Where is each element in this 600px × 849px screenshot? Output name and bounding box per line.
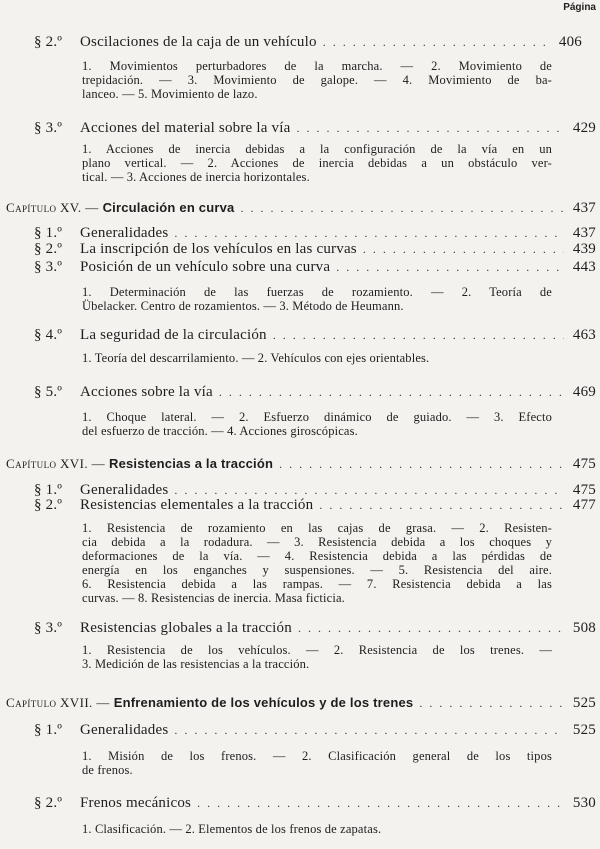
leader-dots <box>174 483 564 498</box>
section-number: § 2.º <box>34 497 63 513</box>
page-number: 475 <box>572 482 596 498</box>
section-title: Resistencias globales a la tracción <box>80 620 292 636</box>
section-title: La seguridad de la circulación <box>80 327 267 343</box>
chapter-label: Capítulo XVII. — <box>6 695 110 710</box>
description-line: 1. Choque lateral. — 2. Esfuerzo dinámico de guiado. — 3. Efecto <box>82 410 552 424</box>
description-line: 1. Resistencia de rozamiento en las cajas de grasa. — 2. Resisten- <box>82 521 552 535</box>
section-number: § 2.º <box>34 34 63 50</box>
leader-dots <box>419 696 564 711</box>
page-number: 406 <box>558 34 582 50</box>
section-description <box>82 749 552 777</box>
description-line: Übelacker. Centro de rozamientos. — 3. Método de Heumann. <box>82 299 404 313</box>
toc-entry <box>34 327 596 344</box>
leader-dots <box>240 201 564 216</box>
section-number: § 2.º <box>34 795 63 811</box>
page-number: 437 <box>572 200 596 216</box>
chapter-heading <box>6 456 596 473</box>
section-description <box>82 285 552 313</box>
description-line: trepidación. — 3. Movimiento de galope. — 4. Movimiento de ba- <box>82 73 552 87</box>
section-number: § 3.º <box>34 259 63 275</box>
toc-entry <box>34 120 596 137</box>
section-description <box>82 59 552 101</box>
description-line: 1. Determinación de las fuerzas de rozamiento. — 2. Teoría de <box>82 285 552 299</box>
section-description <box>82 822 552 836</box>
page-number: 530 <box>572 795 596 811</box>
leader-dots <box>197 796 564 811</box>
section-number: § 5.º <box>34 384 63 400</box>
toc-entry <box>34 620 596 637</box>
section-description <box>82 410 552 438</box>
description-line: cia debida a la rodadura. — 3. Resistencia debida a los choques y <box>82 535 552 549</box>
description-line: 1. Misión de los frenos. — 2. Clasificación general de los tipos <box>82 749 552 763</box>
toc-entry <box>34 384 596 401</box>
chapter-heading <box>6 200 596 217</box>
section-title: Generalidades <box>80 482 169 498</box>
section-description <box>82 643 552 671</box>
section-title: Generalidades <box>80 722 169 738</box>
leader-dots <box>273 328 564 343</box>
leader-dots <box>323 35 550 50</box>
section-description <box>82 142 552 184</box>
description-line: de frenos. <box>82 763 133 777</box>
leader-dots <box>174 226 564 241</box>
section-description <box>82 521 552 605</box>
page-number: 463 <box>572 327 596 343</box>
toc-entry <box>34 497 596 514</box>
description-line: plano vertical. — 2. Acciones de inercia debidas a un obstáculo ver- <box>82 156 552 170</box>
page-number: 469 <box>572 384 596 400</box>
description-line: tical. — 3. Acciones de inercia horizontales. <box>82 170 310 184</box>
section-number: § 4.º <box>34 327 63 343</box>
section-title: Posición de un vehículo sobre una curva <box>80 259 331 275</box>
page-number: 508 <box>572 620 596 636</box>
toc-entry <box>34 722 596 739</box>
page-number: 477 <box>572 497 596 513</box>
leader-dots <box>279 457 564 472</box>
section-title: Acciones del material sobre la vía <box>80 120 291 136</box>
leader-dots <box>174 723 564 738</box>
description-line: 1. Teoría del descarrilamiento. — 2. Vehículos con ejes orientables. <box>82 351 430 365</box>
description-line: 1. Movimientos perturbadores de la marcha. — 2. Movimiento de <box>82 59 552 73</box>
section-number: § 2.º <box>34 241 63 257</box>
section-title: Generalidades <box>80 225 169 241</box>
chapter-title: Circulación en curva <box>102 200 235 215</box>
description-line: curvas. — 8. Resistencias de inercia. Masa ficticia. <box>82 591 345 605</box>
section-number: § 1.º <box>34 225 63 241</box>
description-line: 1. Acciones de inercia debidas a la configuración de la vía en un <box>82 142 552 156</box>
page-number: 525 <box>572 695 596 711</box>
section-title: Oscilaciones de la caja de un vehículo <box>80 34 317 50</box>
description-line: 6. Resistencia debida a las rampas. — 7. Resistencia debida a las <box>82 577 552 591</box>
page-number: 429 <box>572 120 596 136</box>
section-number: § 3.º <box>34 620 63 636</box>
chapter-heading <box>6 695 596 712</box>
description-line: del esfuerzo de tracción. — 4. Acciones giroscópicas. <box>82 424 358 438</box>
leader-dots <box>296 121 564 136</box>
description-line: 1. Resistencia de los vehículos. — 2. Resistencia de los trenes. — <box>82 643 552 657</box>
description-line: lanceo. — 5. Movimiento de lazo. <box>82 87 258 101</box>
section-number: § 3.º <box>34 120 63 136</box>
toc-entry <box>34 225 596 242</box>
section-title: Resistencias elementales a la tracción <box>80 497 314 513</box>
description-line: energía en los enganches y suspensiones. — 5. Resistencia del aire. <box>82 563 552 577</box>
leader-dots <box>363 242 564 257</box>
toc-entry <box>34 795 596 812</box>
section-title: Acciones sobre la vía <box>80 384 213 400</box>
toc-entry <box>34 241 596 258</box>
leader-dots <box>319 498 564 513</box>
page-column-label: Página <box>563 2 596 13</box>
section-title: La inscripción de los vehículos en las curvas <box>80 241 357 257</box>
page-number: 443 <box>572 259 596 275</box>
page-number: 475 <box>572 456 596 472</box>
toc-entry <box>34 34 582 51</box>
chapter-title: Enfrenamiento de los vehículos y de los trenes <box>113 695 414 710</box>
toc-entry <box>34 259 596 276</box>
page-number: 437 <box>572 225 596 241</box>
section-number: § 1.º <box>34 722 63 738</box>
leader-dots <box>336 260 564 275</box>
description-line: 3. Medición de las resistencias a la tracción. <box>82 657 310 671</box>
chapter-label: Capítulo XV. — <box>6 200 99 215</box>
description-line: 1. Clasificación. — 2. Elementos de los frenos de zapatas. <box>82 822 382 836</box>
leader-dots <box>219 385 564 400</box>
page-number: 439 <box>572 241 596 257</box>
section-description <box>82 351 552 365</box>
chapter-title: Resistencias a la tracción <box>108 456 274 471</box>
section-number: § 1.º <box>34 482 63 498</box>
section-title: Frenos mecánicos <box>80 795 192 811</box>
chapter-label: Capítulo XVI. — <box>6 456 106 471</box>
description-line: deformaciones de la vía. — 4. Resistencia debida a las pérdidas de <box>82 549 552 563</box>
page-number: 525 <box>572 722 596 738</box>
leader-dots <box>298 621 564 636</box>
